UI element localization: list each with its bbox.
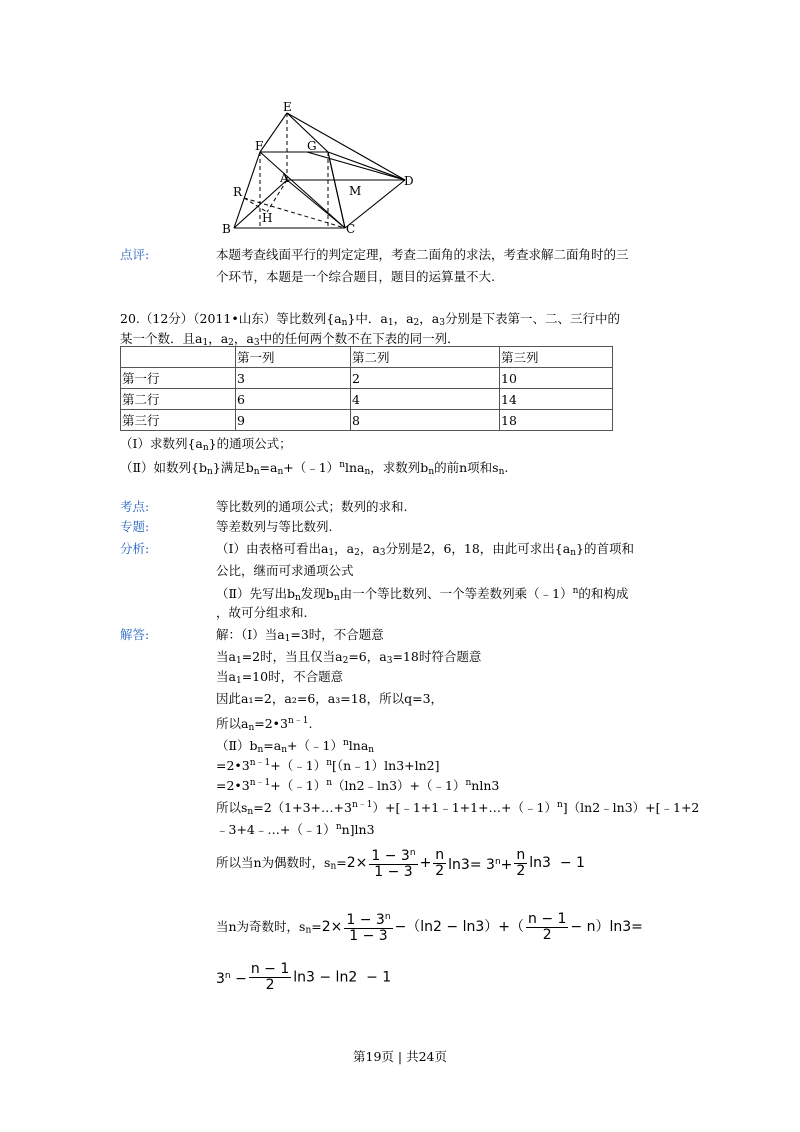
table-cell: 第三行: [121, 410, 236, 431]
table-cell: 10: [500, 368, 613, 389]
solution-line-10: ﹣3+4﹣…+（﹣1）$^n$n]ln3: [216, 822, 375, 837]
table-cell: [121, 347, 236, 368]
solution-line-1: 解：（Ⅰ）当$a_1=3$时，不合题意: [216, 627, 384, 644]
table-cell: 第二行: [121, 389, 236, 410]
data-table: [120, 346, 613, 431]
table-cell: 第三列: [500, 347, 613, 368]
label-R: R: [233, 185, 243, 199]
label-H: H: [262, 211, 273, 225]
label-C: C: [346, 222, 356, 236]
kaodian-text: 等比数列的通项公式；数列的求和.: [216, 499, 408, 514]
fenxi-tag: 分析:: [120, 541, 150, 556]
review-line-1: 本题考查线面平行的判定定理，考查二面角的求法，考查求解二面角时的三: [216, 247, 629, 262]
table-cell: 第一列: [236, 347, 351, 368]
problem-line-2: 某一个数．且$a_1$，$a_2$，$a_3$中的任何两个数不在下表的同一列．: [120, 331, 460, 348]
label-B: B: [222, 222, 231, 236]
even-case-formula: 所以当n为偶数时，$s_n=2\times$ $\frac{1 - 3^n}{1 - 3}$ + $\frac{n}{2}$ $\ln 3= 3^n+$ $\frac{n}{2}$ ln3 − 1: [216, 846, 585, 880]
fenxi-line-4: ，故可分组求和.: [216, 605, 308, 620]
geometry-figure: [222, 100, 422, 236]
table-cell: 第一行: [121, 368, 236, 389]
table-row: [121, 410, 613, 431]
fenxi-line-2: 公比，继而可求通项公式: [216, 563, 354, 578]
zhuanti-text: 等差数列与等比数列.: [216, 519, 333, 534]
problem-line-1: 20.（12分）（2011•山东）等比数列$\{a_n\}$中．$a_1$，$a_2$，$a_3$分别是下表第一、二、三行中的: [120, 311, 620, 328]
solution-line-2: 当$a_1=2$时，当且仅当$a_2=6$，$a_3=18$时符合题意: [216, 649, 482, 666]
table-cell: 2: [351, 368, 500, 389]
solution-line-4: 因此a₁=2，a₂=6，a₃=18，所以q=3，: [216, 691, 444, 706]
solution-line-3: 当$a_1=10$时，不合题意: [216, 669, 344, 686]
table-cell: 8: [351, 410, 500, 431]
problem-part-1: （Ⅰ）求数列$\{a_n\}$的通项公式；: [120, 436, 292, 453]
label-M: M: [349, 184, 362, 198]
solution-line-7: $=2•3^{n﹣1}+(﹣1)^n[(n﹣1)\ln 3+\ln 2]$: [216, 758, 440, 773]
odd-case-formula: 当n为奇数时，$s_n=2\times$ $\frac{1 - 3^n}{1 - 3}$ −（ln2 − ln3）+（ $\frac{n - 1}{2}$ − n）ln3=: [216, 910, 643, 944]
review-tag: 点评:: [120, 247, 150, 262]
solution-line-9: 所以$s_n=2(1+3+\dots+3^{n﹣1})+[﹣1+1﹣1+1+\dots+(﹣1)^n](\ln 2﹣\ln 3)+[﹣1+2$: [216, 800, 700, 817]
label-G: G: [307, 139, 317, 153]
problem-part-2: （Ⅱ）如数列$\{b_n\}$满足$b_n=a_n+(﹣1)^n\ln a_n$，求数列$b_n$的前n项和$s_n$.: [120, 460, 509, 477]
solution-line-8: $=2•3^{n﹣1}+(﹣1)^n(\ln 2﹣\ln 3)+(﹣1)^nnln3$: [216, 778, 500, 793]
table-row: [121, 368, 613, 389]
kaodian-tag: 考点:: [120, 499, 150, 514]
table-cell: 9: [236, 410, 351, 431]
table-cell: 18: [500, 410, 613, 431]
label-A: A: [280, 171, 289, 185]
page-footer: 第19页 | 共24页: [353, 1049, 447, 1064]
jieda-tag: 解答:: [120, 627, 150, 642]
table-cell: 3: [236, 368, 351, 389]
table-cell: 4: [351, 389, 500, 410]
odd-case-formula-cont: $3^n$ − $\frac{n - 1}{2}$ ln3 − ln2 − 1: [216, 961, 392, 993]
table-row: [121, 389, 613, 410]
label-D: D: [404, 174, 414, 188]
fenxi-line-1: （Ⅰ）由表格可看出$a_1$，$a_2$，$a_3$分别是2，6，18，由此可求出$\{a_n\}$的首项和: [216, 541, 634, 558]
solution-line-5: 所以$a_n=2•3^{n﹣1}$.: [216, 716, 313, 733]
table-header-row: [121, 347, 613, 368]
label-F: F: [255, 139, 264, 153]
table-cell: 第二列: [351, 347, 500, 368]
table-cell: 14: [500, 389, 613, 410]
review-line-2: 个环节，本题是一个综合题目，题目的运算量不大.: [216, 269, 495, 284]
label-E: E: [283, 100, 292, 114]
table-cell: 6: [236, 389, 351, 410]
zhuanti-tag: 专题:: [120, 519, 150, 534]
solution-line-6: $(Ⅱ)b_n=a_n+(﹣1)^n\ln a_n$: [216, 738, 375, 755]
fenxi-line-3: （Ⅱ）先写出$b_n$发现$b_n$由一个等比数列、一个等差数列乘（﹣1）$^n$的和构成: [216, 586, 629, 603]
